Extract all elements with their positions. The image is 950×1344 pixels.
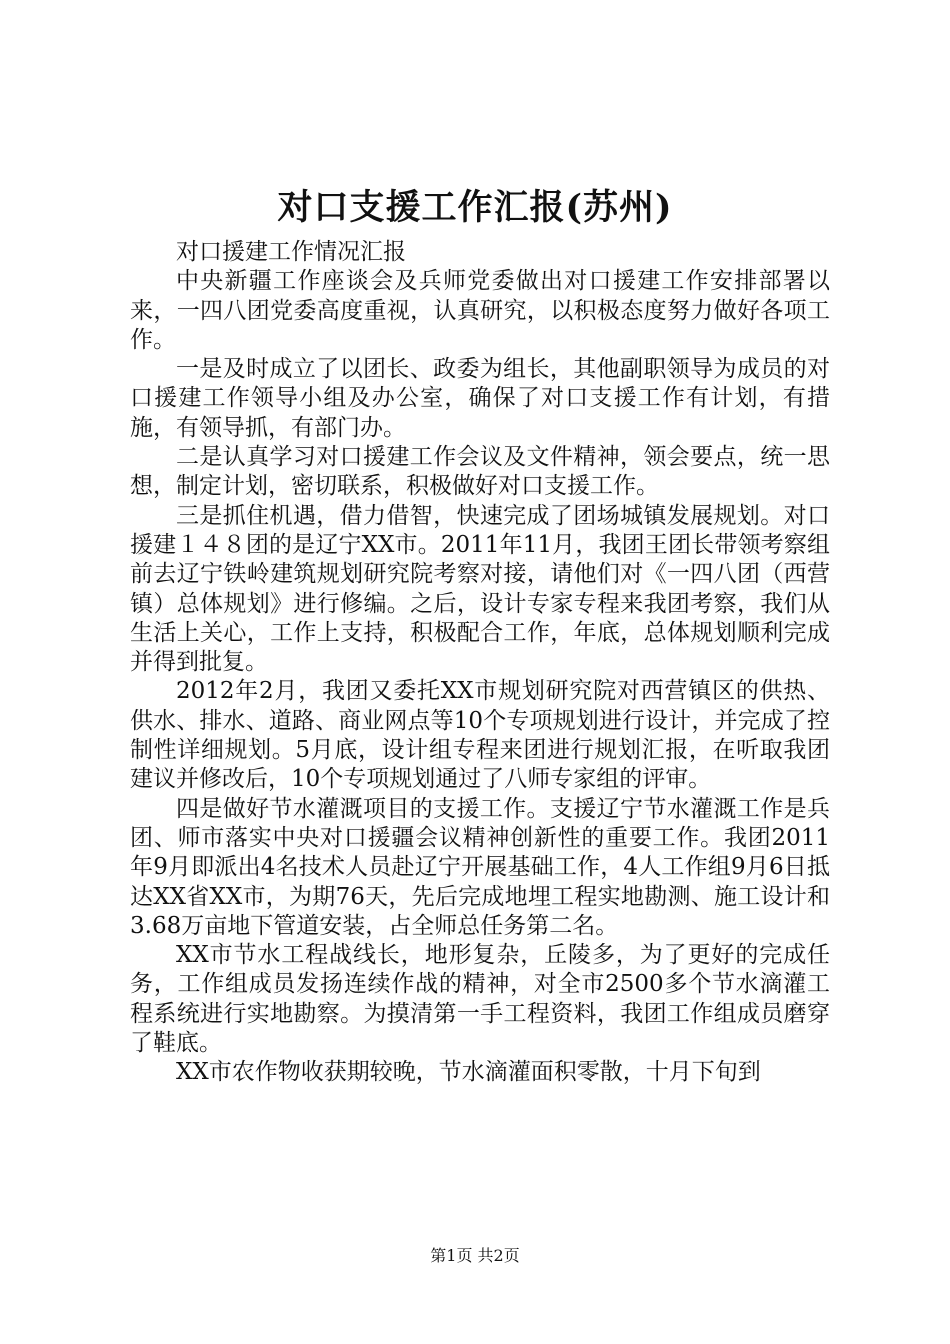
paragraph-intro: 中央新疆工作座谈会及兵师党委做出对口援建工作安排部署以来，一四八团党委高度重视，认真研究，以积极态度努力做好各项工作。	[130, 268, 830, 353]
paragraph-point-four: 四是做好节水灌溉项目的支援工作。支援辽宁节水灌溉工作是兵团、师市落实中央对口援疆会议精神创新性的重要工作。我团2011年9月即派出4名技术人员赴辽宁开展基础工作，4人工作组9月6日抵达XX省XX市，为期76天，先后完成地埋工程实地勘测、施工设计和3.68万亩地下管道安装，占全师总任务第二名。	[130, 795, 830, 939]
paragraph-harvest: XX市农作物收获期较晚，节水滴灌面积零散，十月下旬到	[176, 1059, 761, 1086]
paragraph-2012-planning: 2012年2月，我团又委托XX市规划研究院对西营镇区的供热、供水、排水、道路、商业网点等10个专项规划进行设计，并完成了控制性详细规划。5月底，设计组专程来团进行规划汇报，在听取我团建议并修改后，10个专项规划通过了八师专家组的评审。	[130, 678, 830, 793]
page-number: 第1页	[430, 1246, 473, 1265]
paragraph-point-one: 一是及时成立了以团长、政委为组长，其他副职领导为成员的对口援建工作领导小组及办公室，确保了对口支援工作有计划，有措施，有领导抓，有部门办。	[130, 356, 830, 441]
page-total: 共2页	[477, 1246, 520, 1265]
paragraph-subtitle: 对口援建工作情况汇报	[176, 239, 406, 265]
paragraph-point-three: 三是抓住机遇，借力借智，快速完成了团场城镇发展规划。对口援建１４８团的是辽宁XX市。2011年11月，我团王团长带领考察组前去辽宁铁岭建筑规划研究院考察对接，请他们对《一四八团（西营镇）总体规划》进行修编。之后，设计专家专程来我团考察，我们从生活上关心，工作上支持，积极配合工作，年底，总体规划顺利完成并得到批复。	[130, 502, 830, 676]
paragraph-point-two: 二是认真学习对口援建工作会议及文件精神，领会要点，统一思想，制定计划，密切联系，积极做好对口支援工作。	[130, 444, 830, 500]
document-title: 对口支援工作汇报(苏州)	[277, 187, 673, 228]
page-footer	[0, 1246, 950, 1266]
document-body	[130, 238, 830, 1088]
paragraph-survey: XX市节水工程战线长，地形复杂，丘陵多，为了更好的完成任务，工作组成员发扬连续作战的精神，对全市2500多个节水滴灌工程系统进行实地勘察。为摸清第一手工程资料，我团工作组成员磨穿了鞋底。	[130, 942, 830, 1057]
